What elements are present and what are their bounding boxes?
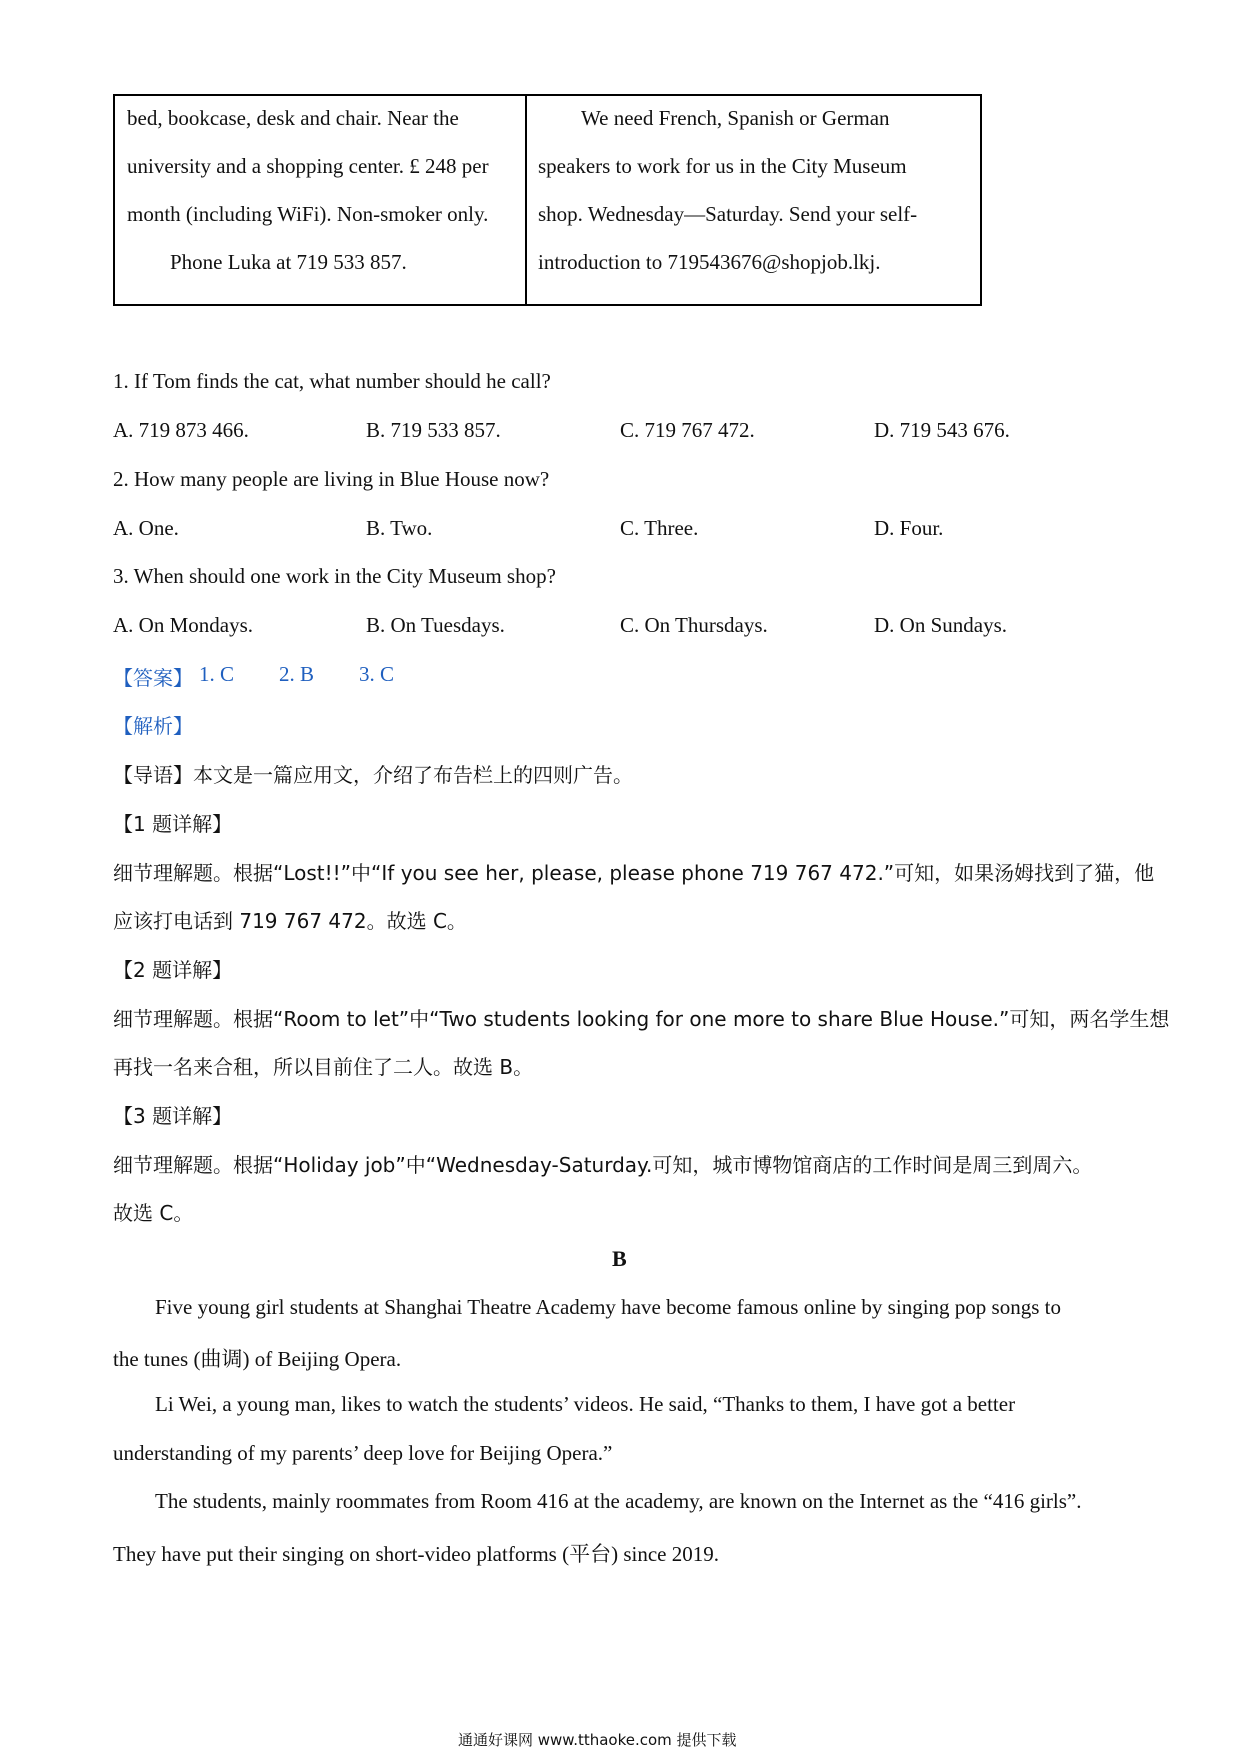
option-a: A. 719 873 466. [113, 418, 249, 442]
guide-text: 【导语】本文是一篇应用文，介绍了布告栏上的四则广告。 [113, 763, 633, 787]
ad-line: bed, bookcase, desk and chair. Near the [127, 106, 459, 130]
option-b: B. Two. [366, 516, 433, 540]
option-a: A. On Mondays. [113, 613, 253, 637]
analysis-label: 【解析】 [113, 714, 193, 738]
ad-line: university and a shopping center. £ 248 per [127, 154, 489, 178]
option-d: D. 719 543 676. [874, 418, 1010, 442]
option-b: B. 719 533 857. [366, 418, 501, 442]
option-c: C. Three. [620, 516, 699, 540]
passage-line: They have put their singing on short-video platforms (平台) since 2019. [113, 1542, 719, 1566]
detail-heading: 【1 题详解】 [113, 812, 233, 836]
option-b: B. On Tuesdays. [366, 613, 505, 637]
detail-line: 细节理解题。根据“Holiday job”中“Wednesday-Saturday.可知，城市博物馆商店的工作时间是周三到周六。 [113, 1153, 1093, 1177]
question-text: 2. How many people are living in Blue House now? [113, 467, 550, 491]
ad-line: speakers to work for us in the City Museum [538, 154, 907, 178]
option-d: D. Four. [874, 516, 944, 540]
passage-line: Five young girl students at Shanghai Theatre Academy have become famous online by singing pop songs to [155, 1295, 1061, 1319]
ad-line: Phone Luka at 719 533 857. [170, 250, 407, 274]
passage-line: understanding of my parents’ deep love for Beijing Opera.” [113, 1441, 613, 1465]
detail-line: 故选 C。 [113, 1201, 194, 1225]
detail-line: 细节理解题。根据“Room to let”中“Two students looking for one more to share Blue House.”可知，两名学生想 [113, 1007, 1170, 1031]
detail-heading: 【3 题详解】 [113, 1104, 233, 1128]
option-d: D. On Sundays. [874, 613, 1008, 637]
page-footer: 通通好课网 www.tthaoke.com 提供下载 [458, 1731, 737, 1749]
answer-item: 3. C [359, 662, 395, 686]
answer-item: 1. C [199, 662, 235, 686]
option-c: C. On Thursdays. [620, 613, 768, 637]
passage-line: the tunes (曲调) of Beijing Opera. [113, 1347, 402, 1371]
detail-line: 细节理解题。根据“Lost!!”中“If you see her, please, please phone 719 767 472.”可知，如果汤姆找到了猫，他 [113, 861, 1155, 885]
ad-line: month (including WiFi). Non-smoker only. [127, 202, 489, 226]
option-a: A. One. [113, 516, 179, 540]
question-text: 3. When should one work in the City Museum shop? [113, 564, 556, 588]
table-divider [525, 96, 527, 304]
section-heading: B [612, 1246, 627, 1271]
detail-line: 再找一名来合租，所以目前住了二人。故选 B。 [113, 1055, 534, 1079]
option-c: C. 719 767 472. [620, 418, 755, 442]
ad-line: We need French, Spanish or German [581, 106, 890, 130]
answer-label: 【答案】 [113, 666, 193, 690]
ad-table [113, 94, 982, 306]
ad-line: introduction to 719543676@shopjob.lkj. [538, 250, 881, 274]
detail-heading: 【2 题详解】 [113, 958, 233, 982]
passage-line: The students, mainly roommates from Room 416 at the academy, are known on the Internet as the “416 girls”. [155, 1489, 1082, 1513]
answer-item: 2. B [279, 662, 315, 686]
detail-line: 应该打电话到 719 767 472。故选 C。 [113, 909, 467, 933]
ad-line: shop. Wednesday—Saturday. Send your self- [538, 202, 918, 226]
passage-line: Li Wei, a young man, likes to watch the students’ videos. He said, “Thanks to them, I have got a better [155, 1392, 1016, 1416]
question-text: 1. If Tom finds the cat, what number should he call? [113, 369, 551, 393]
